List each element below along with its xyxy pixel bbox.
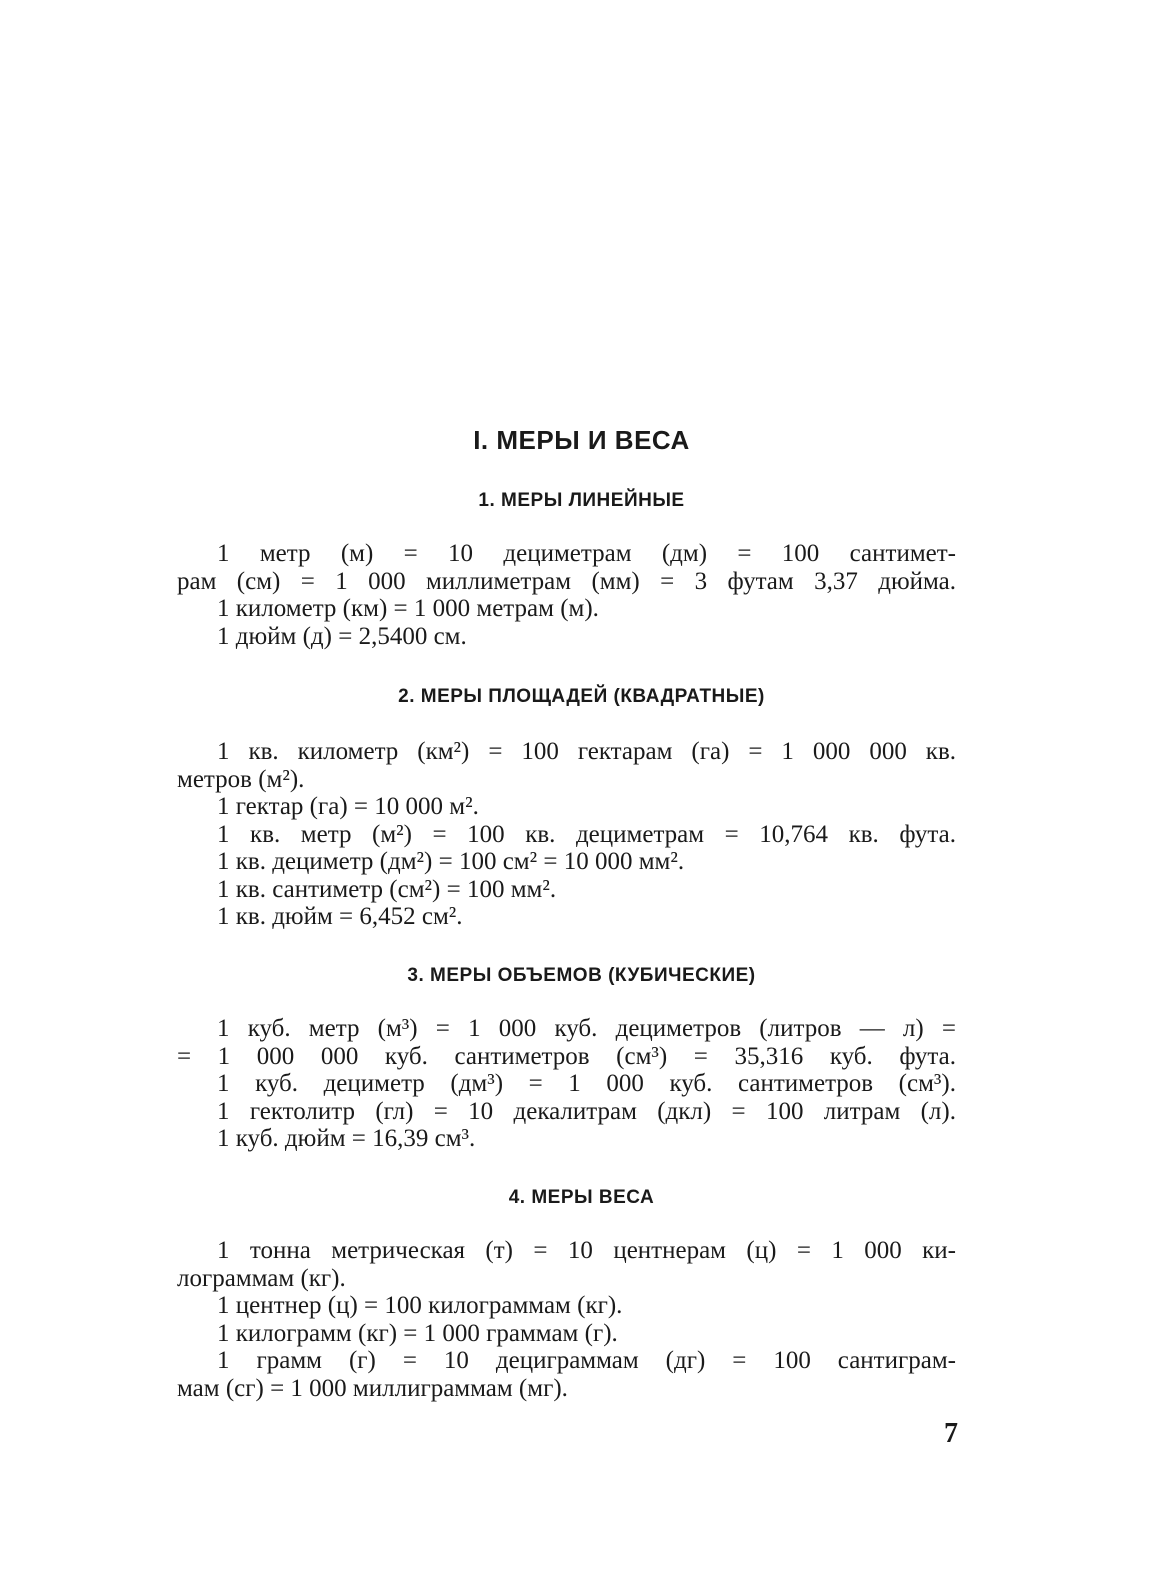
- text-line: 1 кв. метр (м²) = 100 кв. дециметрам = 10,764 кв. фута.: [217, 820, 956, 848]
- text-line: мам (сг) = 1 000 миллиграммам (мг).: [177, 1374, 568, 1402]
- text-line: 1 куб. дециметр (дм³) = 1 000 куб. сантиметров (см³).: [217, 1070, 956, 1097]
- text-line: лограммам (кг).: [177, 1264, 346, 1292]
- text-line: метров (м²).: [177, 765, 305, 793]
- section-title-linear: 1. МЕРЫ ЛИНЕЙНЫЕ: [478, 490, 685, 511]
- section-body-linear: [177, 540, 956, 650]
- section-title-area: 2. МЕРЫ ПЛОЩАДЕЙ (КВАДРАТНЫЕ): [398, 686, 765, 707]
- section-body-weight: [177, 1237, 956, 1402]
- chapter-title: I. МЕРЫ И ВЕСА: [473, 425, 690, 455]
- text-line: 1 километр (км) = 1 000 метрам (м).: [217, 595, 599, 622]
- text-line: 1 гектолитр (гл) = 10 декалитрам (дкл) = 100 литрам (л).: [217, 1097, 956, 1125]
- section-title-volume: 3. МЕРЫ ОБЪЕМОВ (КУБИЧЕСКИЕ): [407, 965, 756, 986]
- text-line: 1 тонна метрическая (т) = 10 центнерам (ц) = 1 000 ки-: [217, 1237, 956, 1264]
- text-line: 1 куб. дюйм = 16,39 см³.: [217, 1125, 476, 1152]
- text-line: 1 метр (м) = 10 дециметрам (дм) = 100 сантимет-: [217, 540, 956, 567]
- text-line: 1 куб. метр (м³) = 1 000 куб. дециметров (литров — л) =: [217, 1015, 956, 1042]
- text-line: 1 центнер (ц) = 100 килограммам (кг).: [217, 1292, 623, 1319]
- page-number: 7: [944, 1418, 958, 1449]
- text-line: 1 килограмм (кг) = 1 000 граммам (г).: [217, 1319, 618, 1347]
- section-body-volume: [177, 1015, 956, 1153]
- text-line: 1 гектар (га) = 10 000 м².: [217, 793, 479, 820]
- section-body-area: [177, 738, 956, 931]
- text-line: 1 кв. сантиметр (см²) = 100 мм².: [217, 875, 557, 903]
- section-title-weight: 4. МЕРЫ ВЕСА: [508, 1187, 655, 1208]
- text-line: 1 дюйм (д) = 2,5400 см.: [217, 622, 467, 650]
- text-line: 1 кв. дециметр (дм²) = 100 см² = 10 000 мм².: [217, 848, 685, 875]
- text-line: 1 кв. дюйм = 6,452 см².: [217, 903, 463, 930]
- text-line: 1 грамм (г) = 10 дециграммам (дг) = 100 сантиграм-: [217, 1347, 956, 1374]
- text-line: рам (см) = 1 000 миллиметрам (мм) = 3 футам 3,37 дюйма.: [177, 567, 956, 595]
- text-line: 1 кв. километр (км²) = 100 гектарам (га) = 1 000 000 кв.: [217, 738, 956, 765]
- text-line: = 1 000 000 куб. сантиметров (см³) = 35,316 куб. фута.: [177, 1042, 956, 1070]
